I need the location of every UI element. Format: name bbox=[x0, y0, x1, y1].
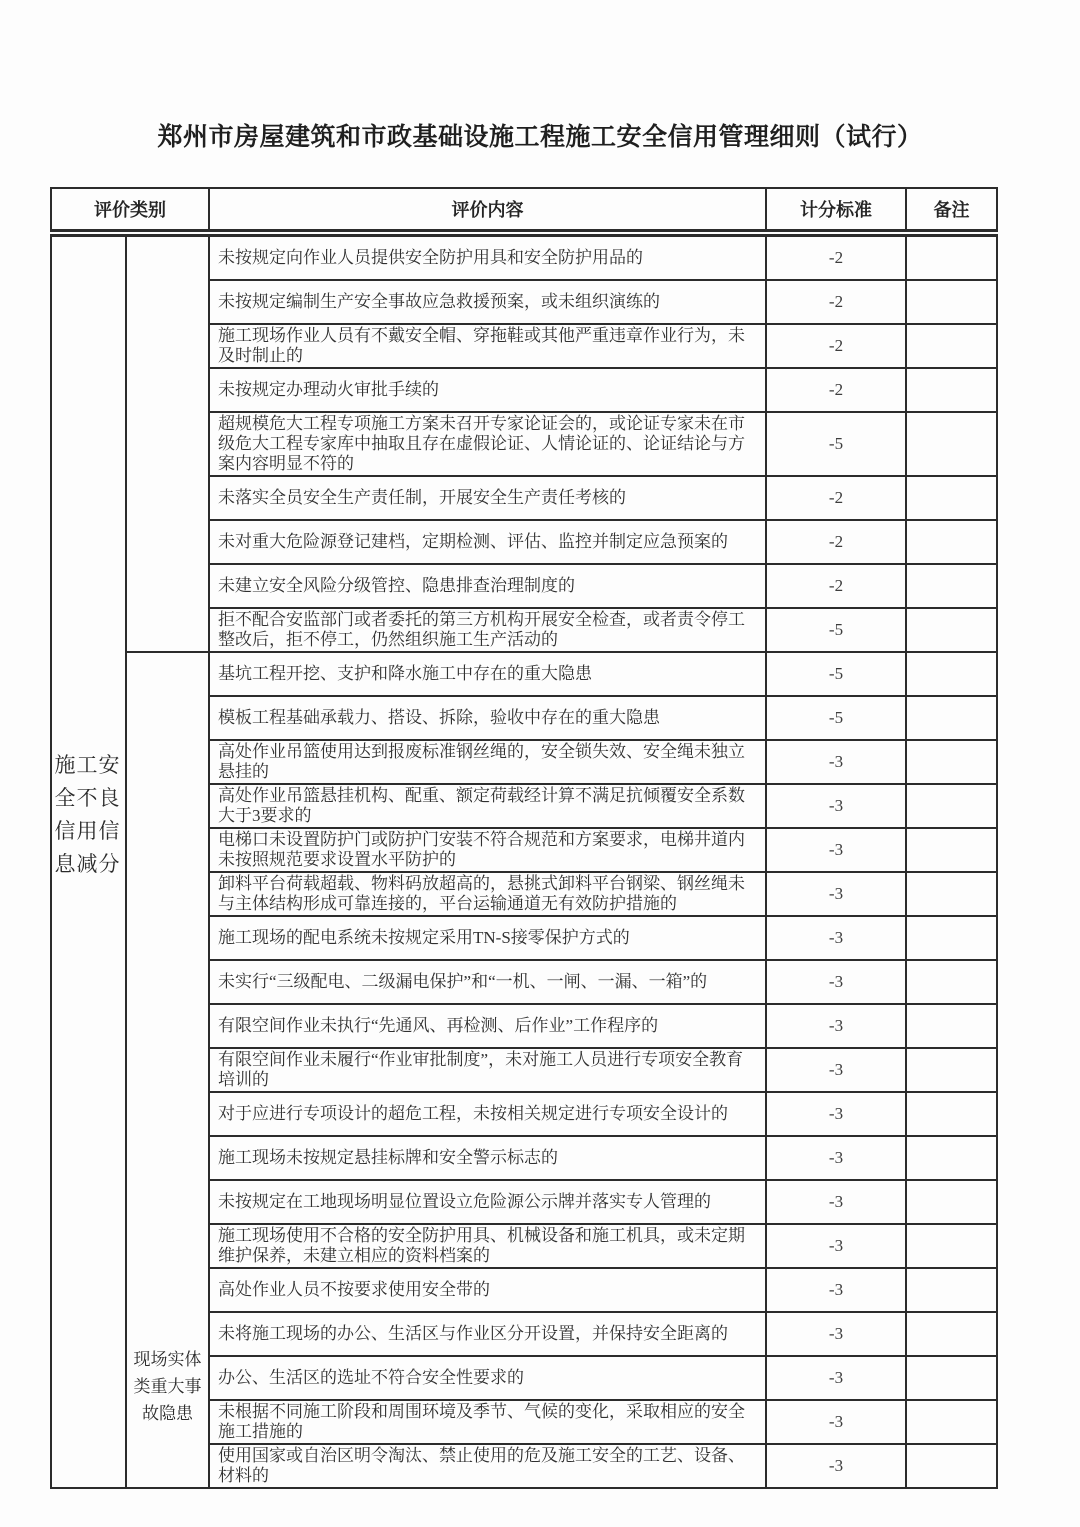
remark-cell bbox=[906, 1312, 997, 1356]
content-cell: 未实行“三级配电、二级漏电保护”和“一机、一闸、一漏、一箱”的 bbox=[209, 960, 766, 1004]
header-remark: 备注 bbox=[906, 188, 997, 233]
content-cell: 使用国家或自治区明令淘汰、禁止使用的危及施工安全的工艺、设备、材料的 bbox=[209, 1444, 766, 1488]
score-cell: -2 bbox=[766, 564, 906, 608]
remark-cell bbox=[906, 828, 997, 872]
content-cell: 高处作业吊篮使用达到报废标准钢丝绳的，安全锁失效、安全绳未独立悬挂的 bbox=[209, 740, 766, 784]
remark-cell bbox=[906, 1444, 997, 1488]
table-row bbox=[51, 233, 997, 280]
remark-cell bbox=[906, 564, 997, 608]
content-cell: 施工现场的配电系统未按规定采用TN-S接零保护方式的 bbox=[209, 916, 766, 960]
remark-cell bbox=[906, 476, 997, 520]
remark-cell bbox=[906, 960, 997, 1004]
score-cell: -3 bbox=[766, 1444, 906, 1488]
remark-cell bbox=[906, 1136, 997, 1180]
score-cell: -2 bbox=[766, 280, 906, 324]
content-cell: 高处作业人员不按要求使用安全带的 bbox=[209, 1268, 766, 1312]
content-cell: 未按规定编制生产安全事故应急救援预案，或未组织演练的 bbox=[209, 280, 766, 324]
category-label: 施工安全不良信用信息减分 bbox=[54, 753, 121, 876]
score-cell: -5 bbox=[766, 696, 906, 740]
remark-cell bbox=[906, 1224, 997, 1268]
score-cell: -3 bbox=[766, 1180, 906, 1224]
score-cell: -3 bbox=[766, 1092, 906, 1136]
score-cell: -3 bbox=[766, 1048, 906, 1092]
remark-cell bbox=[906, 1004, 997, 1048]
table-row bbox=[51, 652, 997, 696]
table-header bbox=[51, 188, 997, 233]
header-evaluation-category: 评价类别 bbox=[51, 188, 209, 233]
content-cell: 未对重大危险源登记建档，定期检测、评估、监控并制定应急预案的 bbox=[209, 520, 766, 564]
content-cell: 有限空间作业未执行“先通风、再检测、后作业”工作程序的 bbox=[209, 1004, 766, 1048]
score-cell: -3 bbox=[766, 960, 906, 1004]
header-evaluation-content: 评价内容 bbox=[209, 188, 766, 233]
table-body bbox=[51, 233, 997, 1488]
score-cell: -5 bbox=[766, 652, 906, 696]
score-cell: -3 bbox=[766, 1004, 906, 1048]
remark-cell bbox=[906, 1356, 997, 1400]
score-cell: -2 bbox=[766, 233, 906, 280]
score-cell: -3 bbox=[766, 1268, 906, 1312]
score-cell: -3 bbox=[766, 872, 906, 916]
remark-cell bbox=[906, 324, 997, 368]
remark-cell bbox=[906, 280, 997, 324]
content-cell: 超规模危大工程专项施工方案未召开专家论证会的，或论证专家未在市级危大工程专家库中抽取且存在虚假论证、人情论证的、论证结论与方案内容明显不符的 bbox=[209, 412, 766, 476]
score-cell: -2 bbox=[766, 324, 906, 368]
content-cell: 办公、生活区的选址不符合安全性要求的 bbox=[209, 1356, 766, 1400]
content-cell: 基坑工程开挖、支护和降水施工中存在的重大隐患 bbox=[209, 652, 766, 696]
score-cell: -3 bbox=[766, 1136, 906, 1180]
content-cell: 卸料平台荷载超载、物料码放超高的，悬挑式卸料平台钢梁、钢丝绳未与主体结构形成可靠连接的，平台运输通道无有效防护措施的 bbox=[209, 872, 766, 916]
remark-cell bbox=[906, 1092, 997, 1136]
score-cell: -3 bbox=[766, 1400, 906, 1444]
content-cell: 未按规定在工地现场明显位置设立危险源公示牌并落实专人管理的 bbox=[209, 1180, 766, 1224]
content-cell: 施工现场作业人员有不戴安全帽、穿拖鞋或其他严重违章作业行为，未及时制止的 bbox=[209, 324, 766, 368]
remark-cell bbox=[906, 652, 997, 696]
group-label: 现场实体类重大事故隐患 bbox=[133, 1350, 202, 1423]
content-cell: 未将施工现场的办公、生活区与作业区分开设置，并保持安全距离的 bbox=[209, 1312, 766, 1356]
score-cell: -5 bbox=[766, 608, 906, 652]
group-label-cell bbox=[126, 233, 209, 652]
remark-cell bbox=[906, 233, 997, 280]
content-cell: 电梯口未设置防护门或防护门安装不符合规范和方案要求，电梯井道内未按照规范要求设置水平防护的 bbox=[209, 828, 766, 872]
remark-cell bbox=[906, 784, 997, 828]
content-cell: 模板工程基础承载力、搭设、拆除，验收中存在的重大隐患 bbox=[209, 696, 766, 740]
score-cell: -2 bbox=[766, 368, 906, 412]
score-cell: -3 bbox=[766, 828, 906, 872]
remark-cell bbox=[906, 1048, 997, 1092]
header-row bbox=[51, 188, 997, 233]
remark-cell bbox=[906, 696, 997, 740]
remark-cell bbox=[906, 1180, 997, 1224]
score-cell: -3 bbox=[766, 1312, 906, 1356]
score-cell: -2 bbox=[766, 476, 906, 520]
group-label-cell bbox=[126, 652, 209, 1488]
score-cell: -3 bbox=[766, 1224, 906, 1268]
content-cell: 拒不配合安监部门或者委托的第三方机构开展安全检查，或者责令停工整改后，拒不停工，仍然组织施工生产活动的 bbox=[209, 608, 766, 652]
content-cell: 未建立安全风险分级管控、隐患排查治理制度的 bbox=[209, 564, 766, 608]
remark-cell bbox=[906, 412, 997, 476]
category-cell bbox=[51, 233, 126, 1488]
remark-cell bbox=[906, 916, 997, 960]
score-cell: -3 bbox=[766, 1356, 906, 1400]
content-cell: 施工现场使用不合格的安全防护用具、机械设备和施工机具，或未定期维护保养，未建立相应的资料档案的 bbox=[209, 1224, 766, 1268]
score-cell: -3 bbox=[766, 784, 906, 828]
remark-cell bbox=[906, 520, 997, 564]
remark-cell bbox=[906, 1400, 997, 1444]
content-cell: 未落实全员安全生产责任制，开展安全生产责任考核的 bbox=[209, 476, 766, 520]
content-cell: 有限空间作业未履行“作业审批制度”，未对施工人员进行专项安全教育培训的 bbox=[209, 1048, 766, 1092]
content-cell: 高处作业吊篮悬挂机构、配重、额定荷载经计算不满足抗倾覆安全系数大于3要求的 bbox=[209, 784, 766, 828]
document-title: 郑州市房屋建筑和市政基础设施工程施工安全信用管理细则（试行） bbox=[157, 124, 923, 151]
score-cell: -3 bbox=[766, 916, 906, 960]
content-cell: 未根据不同施工阶段和周围环境及季节、气候的变化，采取相应的安全施工措施的 bbox=[209, 1400, 766, 1444]
remark-cell bbox=[906, 608, 997, 652]
remark-cell bbox=[906, 872, 997, 916]
remark-cell bbox=[906, 740, 997, 784]
content-cell: 未按规定向作业人员提供安全防护用具和安全防护用品的 bbox=[209, 233, 766, 280]
safety-credit-rules-table bbox=[50, 187, 998, 1489]
content-cell: 施工现场未按规定悬挂标牌和安全警示标志的 bbox=[209, 1136, 766, 1180]
score-cell: -5 bbox=[766, 412, 906, 476]
remark-cell bbox=[906, 368, 997, 412]
remark-cell bbox=[906, 1268, 997, 1312]
score-cell: -2 bbox=[766, 520, 906, 564]
score-cell: -3 bbox=[766, 740, 906, 784]
header-scoring-standard: 计分标准 bbox=[766, 188, 906, 233]
content-cell: 对于应进行专项设计的超危工程，未按相关规定进行专项安全设计的 bbox=[209, 1092, 766, 1136]
content-cell: 未按规定办理动火审批手续的 bbox=[209, 368, 766, 412]
